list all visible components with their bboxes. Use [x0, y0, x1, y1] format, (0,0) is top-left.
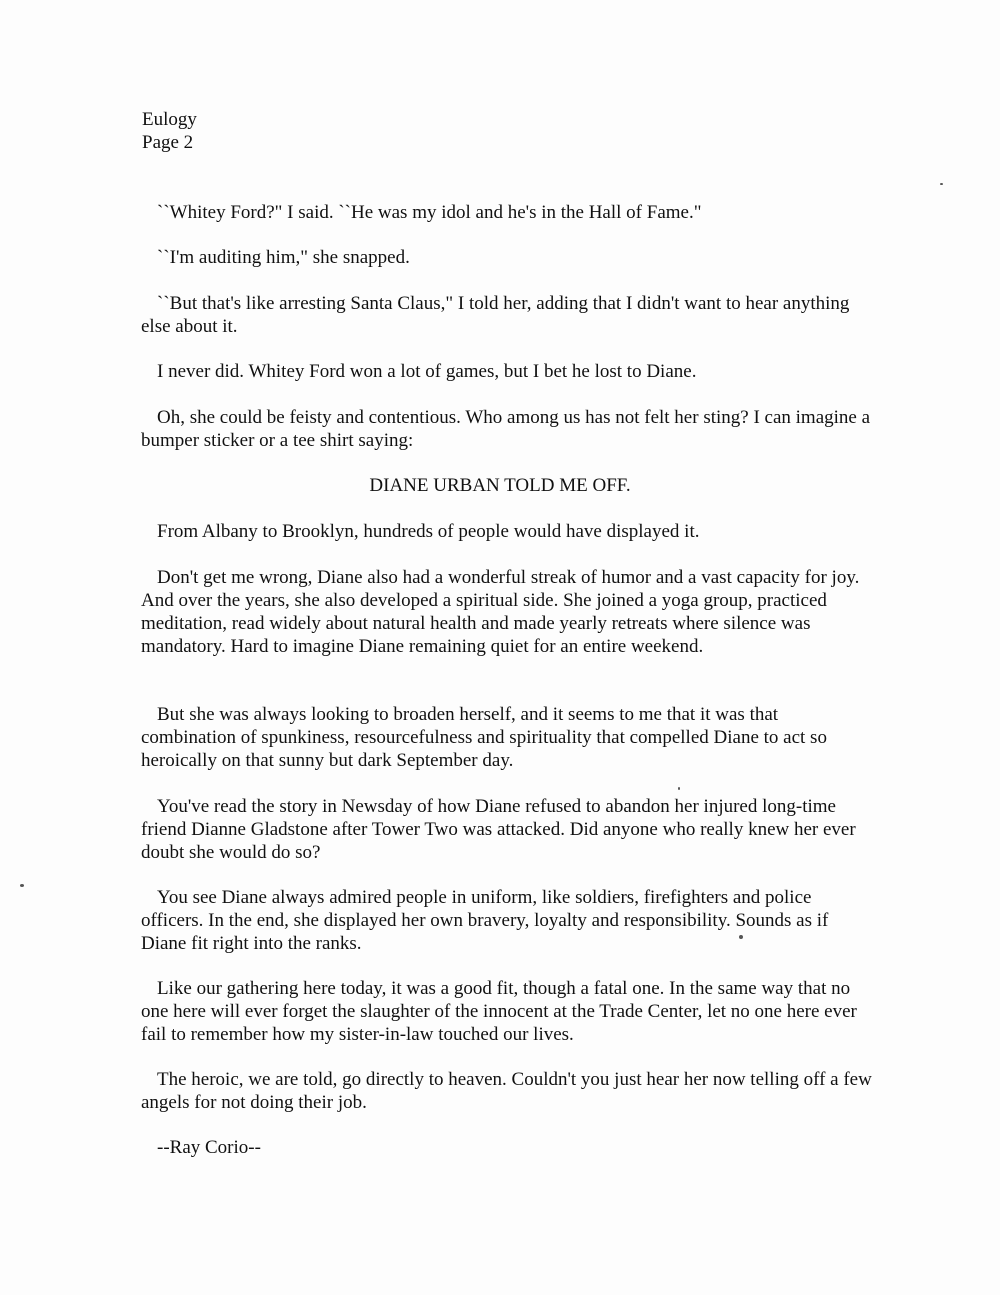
paragraph-auditing: ``I'm auditing him," she snapped.: [157, 247, 410, 268]
scan-speck: [739, 935, 743, 939]
scan-speck: [940, 183, 943, 185]
document-title: Eulogy: [142, 109, 197, 130]
paragraph-whitey-ford: ``Whitey Ford?" I said. ``He was my idol and he's in the Hall of Fame.": [157, 202, 702, 223]
paragraph-humor: Don't get me wrong, Diane also had a wonderful streak of humor and a vast capacity for joy. And over the years, she also developed a spiritual side. She joined a yoga group, practiced meditation, read widely about natural health and made yearly retreats where silence was mandatory. Hard to imagine Diane remaining quiet for an entire weekend.: [141, 567, 860, 657]
page-number: Page 2: [142, 132, 194, 153]
paragraph-never-did: I never did. Whitey Ford won a lot of games, but I bet he lost to Diane.: [157, 361, 697, 382]
paragraph-broaden: But she was always looking to broaden herself, and it seems to me that it was that combination of spunkiness, resourcefulness and spirituality that compelled Diane to act so heroically on that sunny but dark September day.: [141, 704, 827, 771]
signature: --Ray Corio--: [157, 1137, 261, 1158]
paragraph-newsday: You've read the story in Newsday of how Diane refused to abandon her injured long-time friend Dianne Gladstone after Tower Two was attacked. Did anyone who really knew her ever doubt she would do so?: [141, 796, 856, 863]
scan-speck: [678, 787, 680, 790]
bumper-sticker-line: DIANE URBAN TOLD ME OFF.: [369, 475, 631, 496]
paragraph-albany: From Albany to Brooklyn, hundreds of people would have displayed it.: [157, 521, 700, 542]
paragraph-gathering: Like our gathering here today, it was a good fit, though a fatal one. In the same way that no one here will ever forget the slaughter of the innocent at the Trade Center, let no one here ever fail to remember how my sister-in-law touched our lives.: [141, 978, 857, 1045]
page-header: [142, 108, 197, 154]
scan-speck: [20, 884, 24, 887]
paragraph-heroic: The heroic, we are told, go directly to heaven. Couldn't you just hear her now telling off a few angels for not doing their job.: [141, 1069, 872, 1113]
paragraph-uniform: You see Diane always admired people in uniform, like soldiers, firefighters and police officers. In the end, she displayed her own bravery, loyalty and responsibility. Sounds as if Diane fit right into the ranks.: [141, 887, 829, 954]
paragraph-feisty: Oh, she could be feisty and contentious. Who among us has not felt her sting? I can imagine a bumper sticker or a tee shirt saying:: [141, 407, 871, 451]
paragraph-santa-claus: ``But that's like arresting Santa Claus," I told her, adding that I didn't want to hear anything else about it.: [141, 293, 850, 337]
